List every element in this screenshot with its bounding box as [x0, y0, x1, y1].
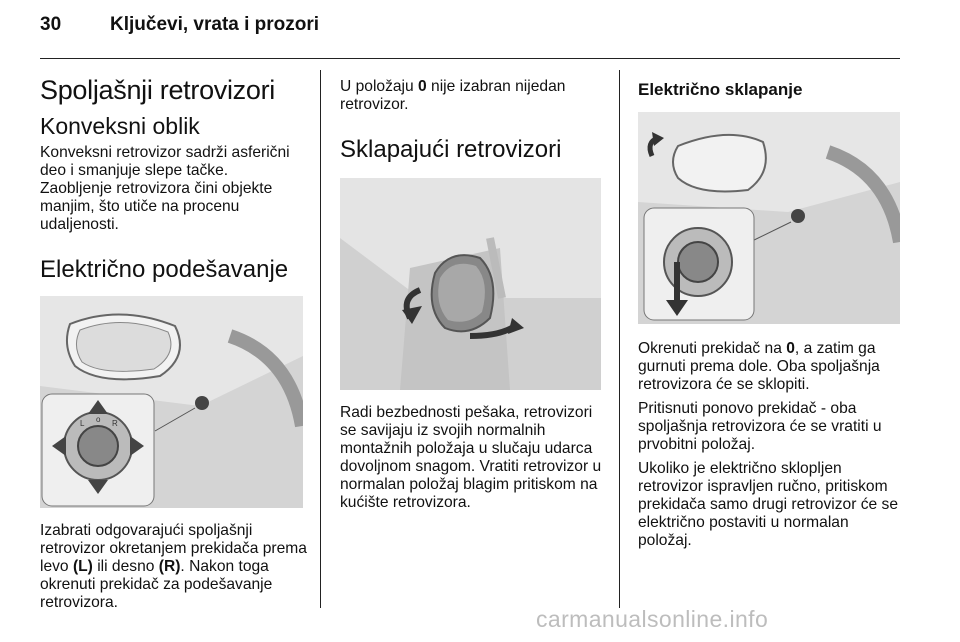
chapter-title: Ključevi, vrata i prozori: [110, 14, 320, 35]
knob-label-center: o: [96, 415, 101, 424]
folding-mirror-illustration: [340, 178, 601, 390]
section-title: Spoljašnji retrovizori: [40, 75, 275, 105]
convex-paragraph-1: Konveksni retrovizor sadrži asferični deo i smanjuje slepe tačke.: [40, 144, 290, 179]
folding-mirrors-paragraph: Radi bezbednosti pešaka, retrovizori se savijaju iz svojih normalnih montažnih položaja u slučaju udarca dovoljnom snagom. Vratiti retrovizor u normalan položaj blagim pritiskom na kućište retrovizora.: [340, 404, 602, 511]
column-1: [40, 70, 308, 618]
convex-paragraph-2: Zaobljenje retrovizora čini objekte manjim, što utiče na procenu udaljenosti.: [40, 180, 273, 233]
header-rule: [40, 58, 900, 59]
mirror-adjust-illustration: [40, 296, 303, 508]
folding-mirrors-heading: Sklapajući retrovizori: [340, 136, 562, 163]
watermark: carmanualsonline.info: [536, 606, 769, 632]
convex-heading: Konveksni oblik: [40, 113, 200, 139]
electric-folding-illustration: [638, 112, 900, 324]
electric-folding-paragraph-1: Okrenuti prekidač na 0, a zatim ga gurnuti prema dole. Oba spoljašnja retrovizora će se sklopiti.: [638, 340, 880, 393]
electric-folding-paragraph-2: Pritisnuti ponovo prekidač - oba spoljašnja retrovizora će se vratiti u prvobitni položaj.: [638, 400, 882, 453]
column-3: [638, 70, 904, 556]
position-zero-paragraph: U položaju 0 nije izabran nijedan retrovizor.: [340, 78, 566, 113]
knob-label-right: R: [112, 419, 118, 428]
electric-adjust-paragraph: Izabrati odgovarajući spoljašnji retrovizor okretanjem prekidača prema levo (L) ili desno (R). Nakon toga okrenuti prekidač za podešavanje retrovizora.: [40, 522, 307, 611]
knob-label-left: L: [80, 419, 85, 428]
electric-folding-paragraph-3: Ukoliko je električno sklopljen retrovizor ispravljen ručno, pritiskom prekidača samo drugi retrovizor će se električno postaviti u normalan položaj.: [638, 460, 899, 549]
page-number: 30: [40, 14, 62, 35]
column-divider-2: [619, 70, 620, 608]
column-divider-1: [320, 70, 321, 608]
electric-adjust-heading: Električno podešavanje: [40, 256, 289, 283]
electric-folding-heading: Električno sklapanje: [638, 80, 803, 99]
page-header: [40, 14, 319, 36]
column-2: [340, 70, 606, 518]
